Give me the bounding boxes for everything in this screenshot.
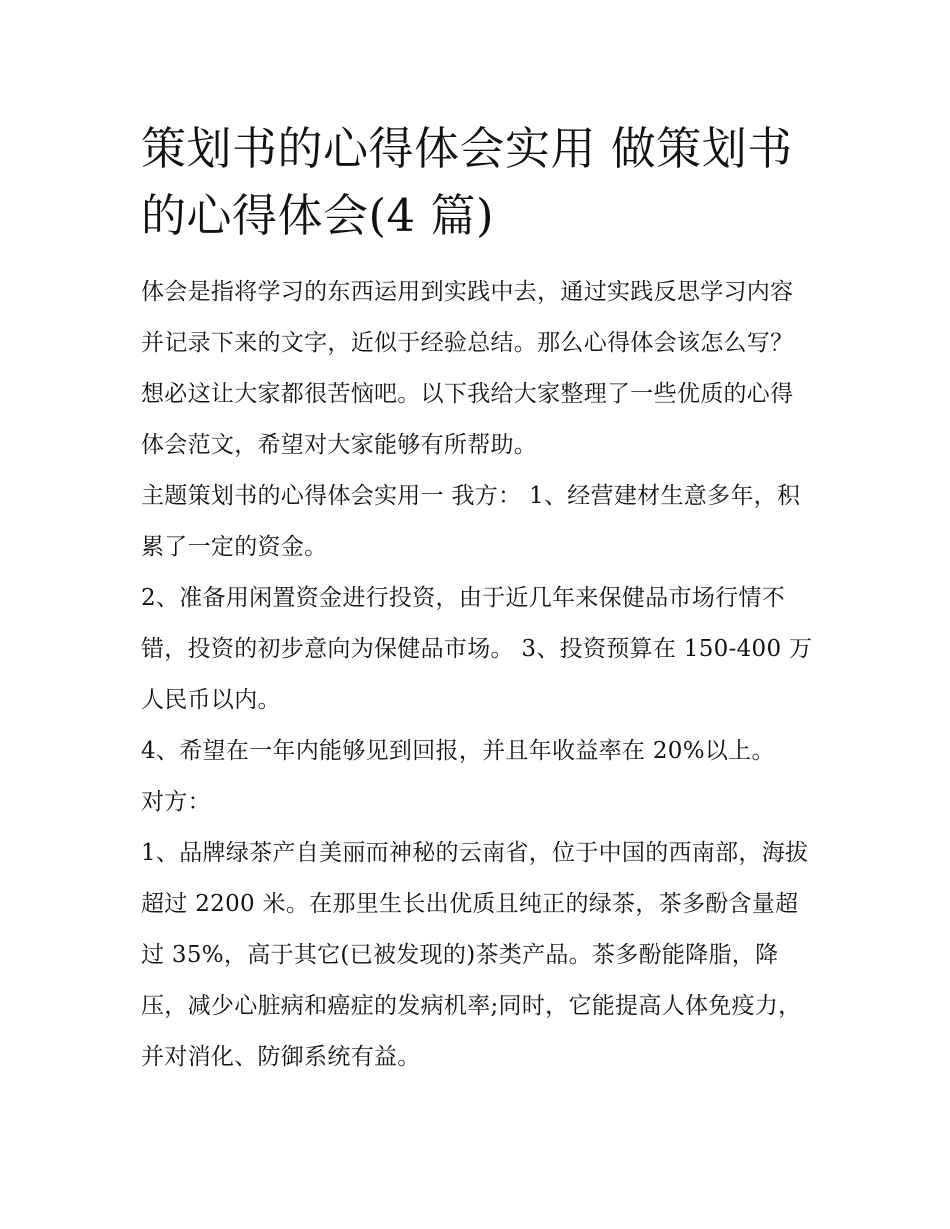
paragraph-other-side-heading: 对方： xyxy=(141,789,211,815)
paragraph-our-side-1: 主题策划书的心得体会实用一 我方： 1、经营建材生意多年，积累了一定的资金。 xyxy=(141,483,801,560)
paragraph-our-side-2-3: 2、准备用闲置资金进行投资，由于近几年来保健品市场行情不错，投资的初步意向为保健品市场。 3、投资预算在 150-400 万人民币以内。 xyxy=(141,585,813,713)
document-page xyxy=(141,115,813,1083)
document-title: 策划书的心得体会实用 做策划书的心得体会(4 篇) xyxy=(141,122,793,242)
paragraph-our-side-4: 4、希望在一年内能够见到回报，并且年收益率在 20%以上。 xyxy=(141,738,775,764)
paragraph-intro: 体会是指将学习的东西运用到实践中去，通过实践反思学习内容并记录下来的文字，近似于经验总结。那么心得体会该怎么写？想必这让大家都很苦恼吧。以下我给大家整理了一些优质的心得体会范文，希望对大家能够有所帮助。 xyxy=(141,279,794,458)
paragraph-other-side-1: 1、品牌绿茶产自美丽而神秘的云南省，位于中国的西南部，海拔超过 2200 米。在那里生长出优质且纯正的绿茶，茶多酚含量超过 35%，高于其它(已被发现的)茶类产品。茶多酚能降脂，降压，减少心脏病和癌症的发病机率;同时，它能提高人体免疫力，并对消化、防御系统有益。 xyxy=(141,840,809,1070)
